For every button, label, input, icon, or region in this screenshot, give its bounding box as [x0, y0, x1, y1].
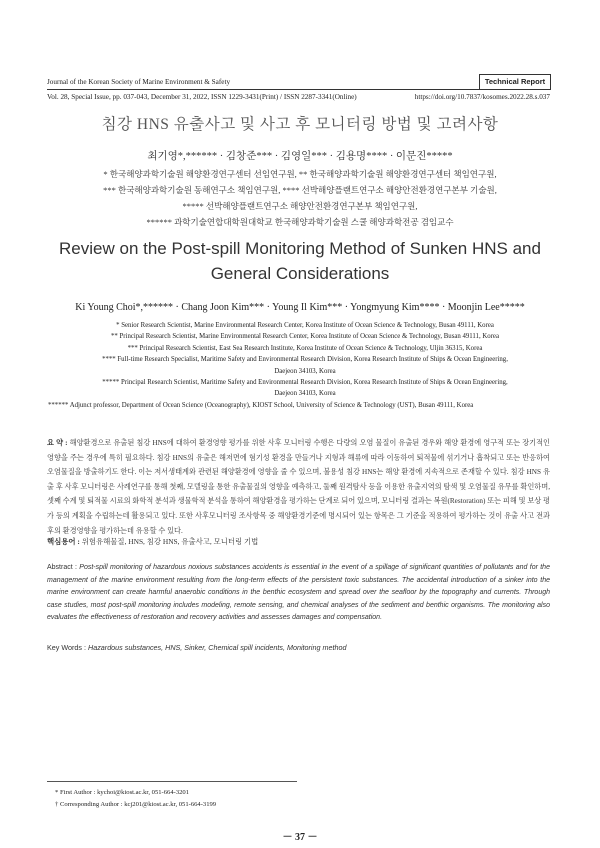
- first-author-footnote: * First Author : kychoi@kiost.ac.kr, 051-664-3201: [55, 789, 190, 796]
- english-affiliation-line: ** Principal Research Scientist, Marine Environmental Research Center, Korea Institute of Ocean Science & Technology, Busan 49111, Korea: [111, 333, 499, 341]
- footnote-rule: [47, 781, 297, 782]
- english-affiliation-line: * Senior Research Scientist, Marine Environmental Research Center, Korea Institute of Ocean Science & Technology, Busan 49111, Korea: [116, 322, 494, 329]
- korean-affiliations: [40, 166, 560, 230]
- korean-title: 침강 HNS 유출사고 및 사고 후 모니터링 방법 및 고려사항: [101, 116, 499, 133]
- english-abstract: [47, 562, 550, 625]
- korean-keywords: [47, 536, 258, 547]
- header-rule: [47, 89, 550, 90]
- korean-abstract: [47, 436, 550, 538]
- korean-keywords-text: 위험유해물질, HNS, 침강 HNS, 유출사고, 모니터링 기법: [81, 537, 259, 546]
- korean-abstract-label: 요 약 :: [47, 439, 68, 447]
- korean-affiliation-line: * 한국해양과학기술원 해양환경연구센터 선임연구원, ** 한국해양과학기술원 해양환경연구센터 책임연구원,: [103, 169, 497, 179]
- english-keywords: [47, 643, 346, 652]
- english-keywords-text: Hazardous substances, HNS, Sinker, Chemical spill incidents, Monitoring method: [88, 643, 347, 652]
- journal-name: Journal of the Korean Society of Marine Environment & Safety: [47, 78, 231, 86]
- volume-info: Vol. 28, Special Issue, pp. 037-043, December 31, 2022, ISSN 1229-3431(Print) / ISSN 2287-3341(Online): [47, 93, 357, 101]
- english-affiliation-line: ***** Principal Research Scientist, Maritime Safety and Environmental Research Division, Korea Research Institute of Ships & Ocean Engineering,: [102, 379, 508, 387]
- english-affiliation-line: Daejeon 34103, Korea: [274, 390, 336, 398]
- corresponding-author-footnote: † Corresponding Author : kcj201@kiost.ac.kr, 051-664-3199: [55, 801, 217, 808]
- english-affiliation-line: Daejeon 34103, Korea: [274, 367, 336, 375]
- korean-authors: 최기영*,****** · 김창준*** · 김영일*** · 김용명**** · 이문진*****: [147, 151, 453, 162]
- korean-affiliation-line: ***** 선박해양플랜트연구소 해양안전환경연구본부 책임연구원,: [182, 201, 418, 211]
- english-title: Review on the Post-spill Monitoring Method of Sunken HNS and General Considerations: [59, 239, 541, 283]
- volume-line: [47, 93, 550, 101]
- english-affiliation-line: *** Principal Research Scientist, East Sea Research Institute, Korea Institute of Ocean Science & Technology, Uljin 36315, Korea: [127, 344, 483, 352]
- korean-keywords-label: 핵심용어 :: [47, 537, 80, 546]
- english-affiliation-line: ****** Adjunct professor, Department of Ocean Science (Oceanography), KIOST School, University of Science & Technology (UST), Busan 49111, Korea: [48, 401, 474, 409]
- korean-abstract-text: 해양환경으로 유출된 침강 HNS에 대하여 환경영향 평가를 위한 사후 모니터링 수행은 다량의 오염 물질이 유출된 경우와 해양 환경에 영구적 또는 장기적인 영향을 주는 경우에 특히 필요하다. 침강 HNS의 유출은 해저면에 혐기성 환경을 만들거나 지형과 해류에 따라 이동하여 퇴적물에 섞기거나 흡착되고 또는 반응하여 오염물질을 방출하기도 한다. 이는 저서생태계와 관련된 해양환경에 영향을 줄 수 있으며, 불용성 침강 HNS는 해양 환경에 지속적으로 존재할 수 있다. 침강 HNS 유출 후 사후 모니터링은 사례연구를 통해 첫째, 모델링을 통한 유출물질의 영향을 예측하고, 둘째 원격탐사 등을 이용한 유출지역의 탐색 및 오염물질 유무를 확인하며, 셋째 수계 및 퇴적물 시료의 화학적 분석과 생물학적 분석을 통하여 해양환경을 평가하는 단계로 되어 있으며, 모니터링 결과는 복원(Restoration) 또는 피해 및 보상 평가 등의 계획을 수립하는데 활용되고 있다. 또한 사후모니터링 조사항목 중 해양환경기준에 명시되어 있는 항목은 그 기준을 적용하여 평가하는 것이 유출 사고 전과 후의 환경영향을 평가하는데 유용할 수 있다.: [47, 439, 551, 535]
- korean-affiliation-line: *** 한국해양과학기술원 동해연구소 책임연구원, **** 선박해양플랜트연구소 해양안전환경연구본부 기술원,: [103, 185, 497, 195]
- korean-affiliation-line: ****** 과학기술연합대학원대학교 한국해양과학기술원 스쿨 해양과학전공 겸임교수: [146, 217, 454, 227]
- english-keywords-label: Key Words :: [47, 643, 87, 652]
- english-authors: Ki Young Choi*,****** · Chang Joon Kim*** · Young Il Kim*** · Yongmyung Kim**** · Moonjin Lee*****: [75, 302, 525, 313]
- article-type-badge: Technical Report: [479, 74, 551, 90]
- english-abstract-label: Abstract :: [47, 564, 77, 571]
- page-number: － 37 －: [282, 832, 318, 843]
- english-abstract-text: Post-spill monitoring of hazardous noxious substances accidents is essential in the event of a spillage of significant quantities of pollutants and for the management of the marine environment resulting from the long-term effects of the persistent toxic substances. The accidental introduction of a sinker into the marine environment can create harmful anaerobic conditions in the benthic ecosystem and spread over the seafloor by the topography and currents. Through case studies, most post-spill monitoring includes modeling, remote sensing, and chemical analyses of the sediment and benthic organisms. The monitoring also evaluates the effectiveness of restoration and recovery activities and assesses damages and compensation.: [47, 564, 550, 622]
- english-affiliations: [48, 320, 550, 411]
- doi-link[interactable]: https://doi.org/10.7837/kosomes.2022.28.s.037: [414, 93, 550, 101]
- english-affiliation-line: **** Full-time Research Specialist, Maritime Safety and Environmental Research Division, Korea Research Institute of Ships & Ocean Engineering,: [102, 356, 508, 364]
